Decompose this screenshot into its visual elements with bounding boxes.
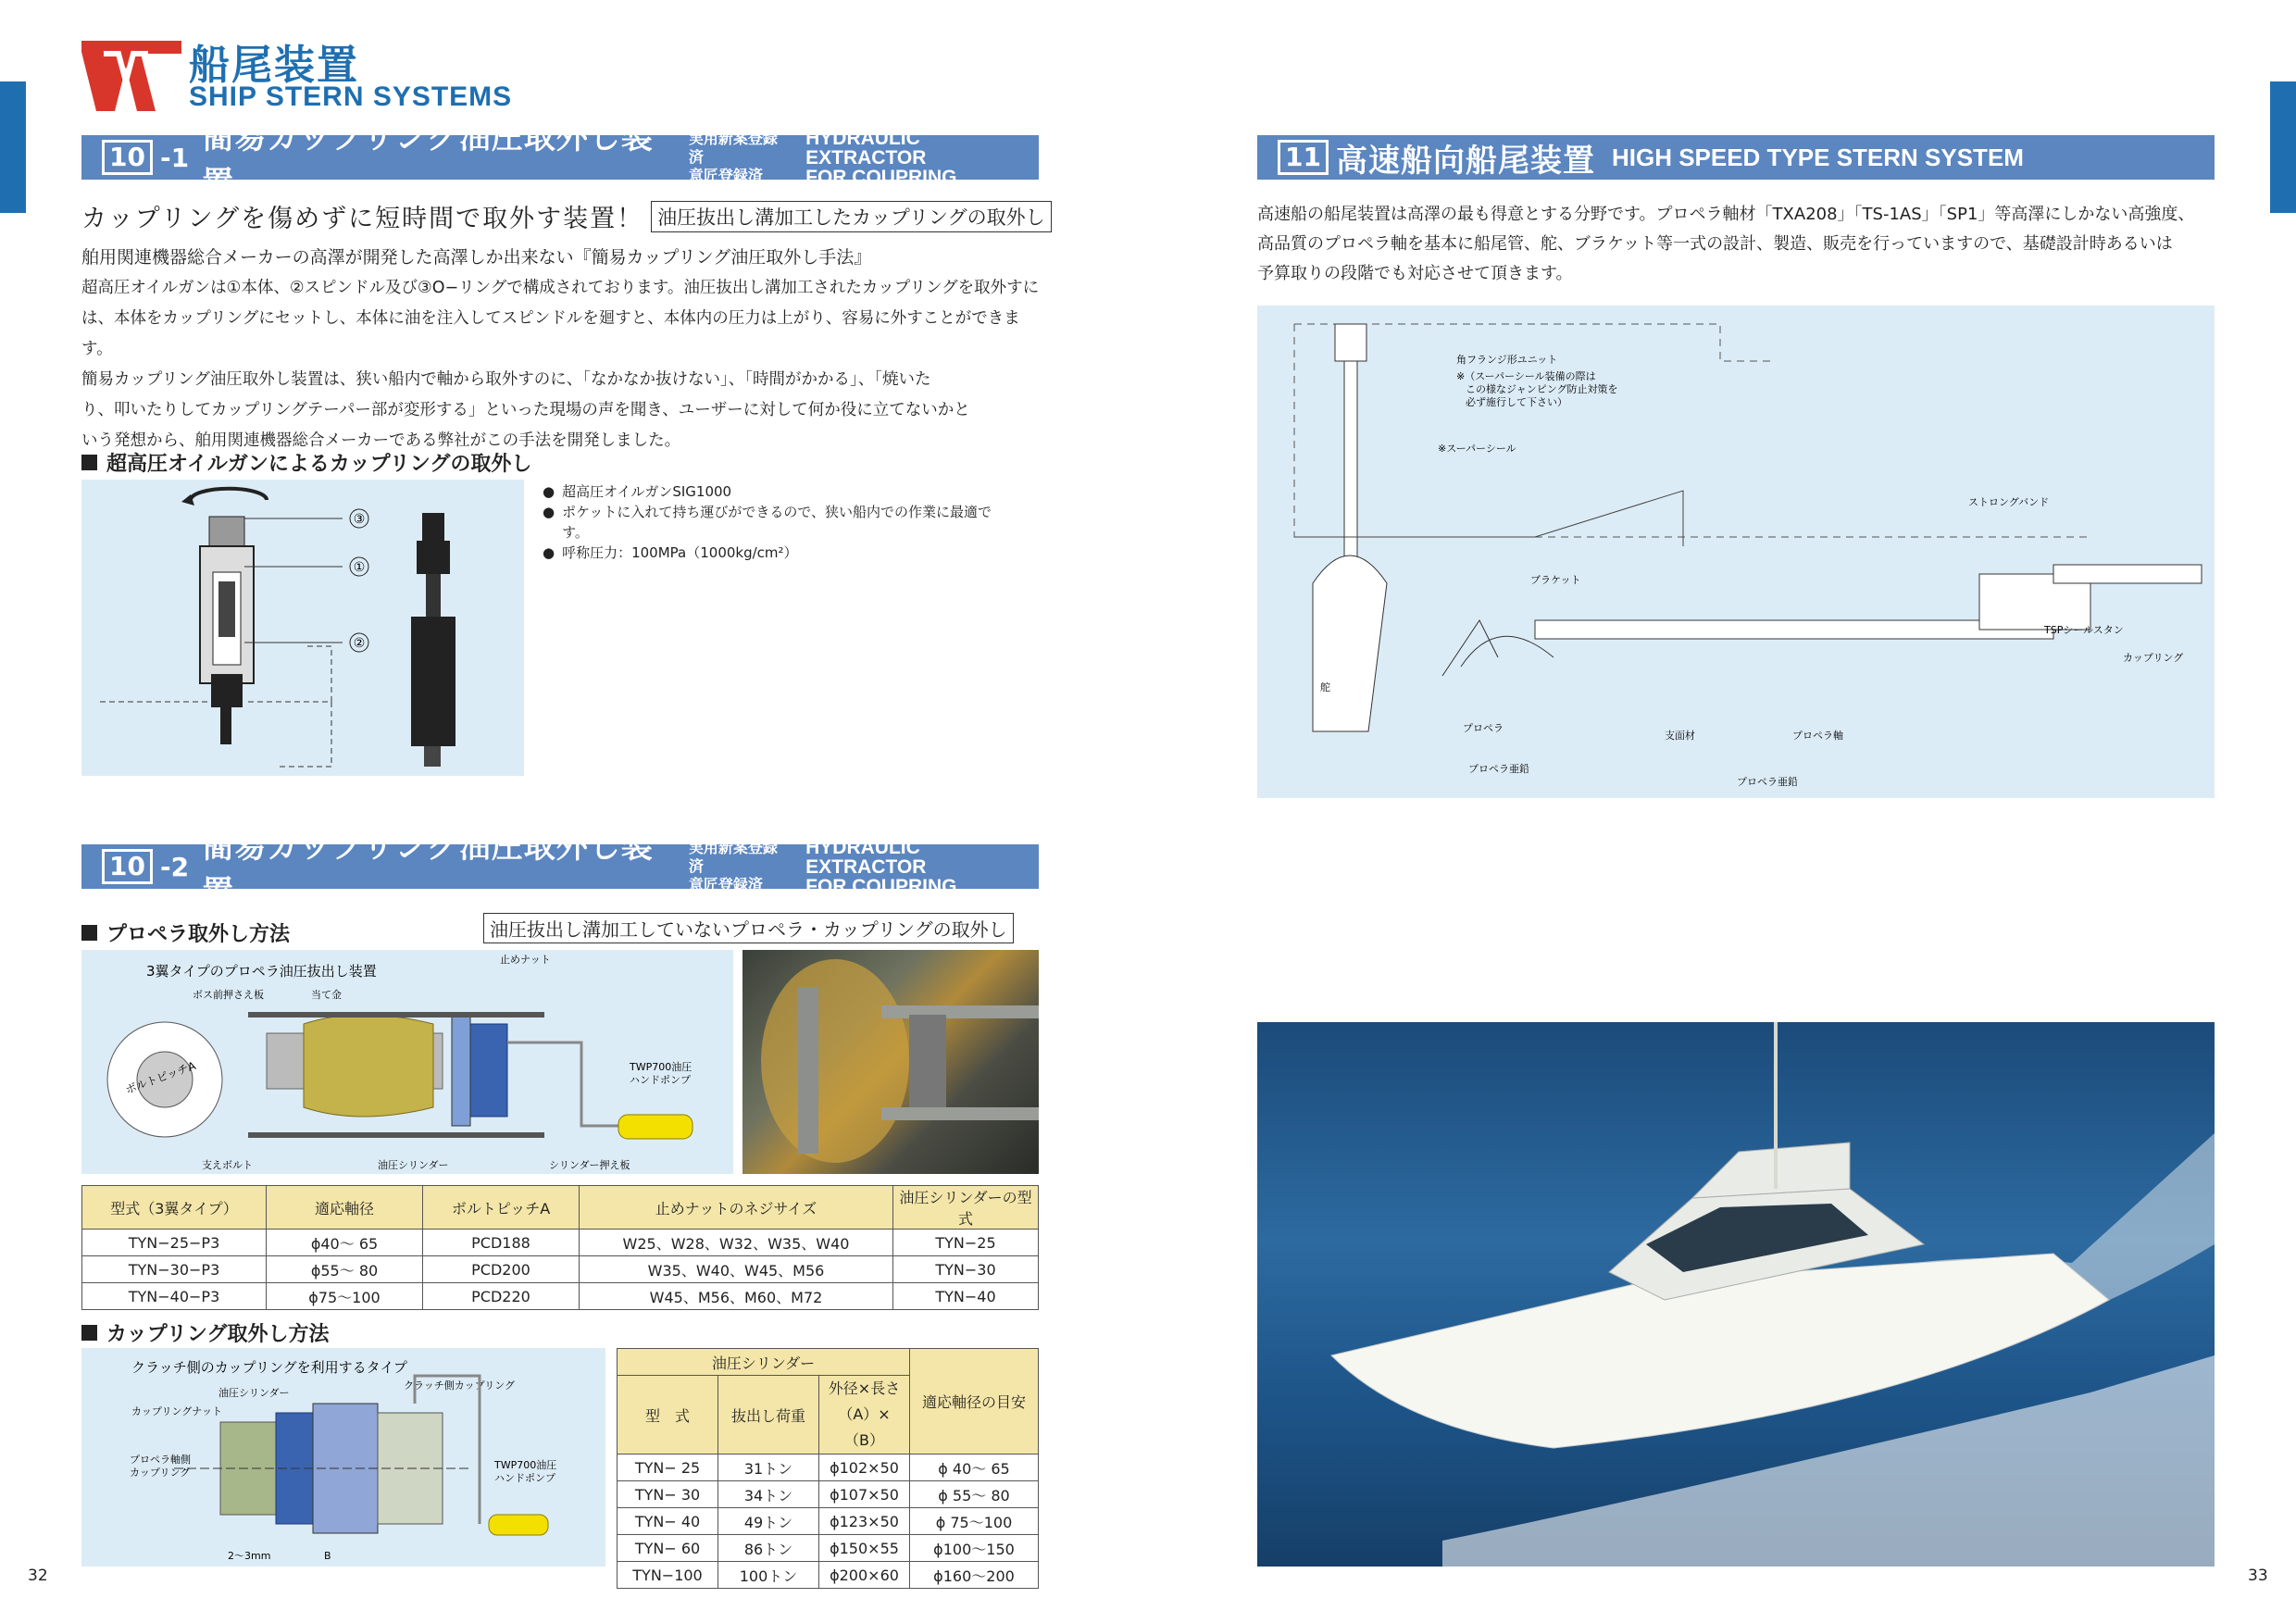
reg-label-1: 実用新案登録済 [688, 130, 778, 166]
section-title: 簡易カップリング油圧取外し装置 [202, 829, 654, 911]
table-header: 適応軸径 [267, 1186, 423, 1230]
table-row: TYN−40−P3 ϕ75〜100 PCD220 W45、M56、M60、M72 TYN−40 [82, 1283, 1039, 1310]
table-header: ボルトピッチA [423, 1186, 580, 1230]
headline-box: 油圧抜出し溝加工したカップリングの取外し [651, 201, 1052, 232]
propeller-spec-table [81, 1185, 1039, 1310]
label-cylinder-plate: シリンダー押え板 [549, 1159, 630, 1171]
company-logo [81, 39, 183, 113]
paragraph-line: いう発想から、舶用関連機器総合メーカーである弊社がこの手法を開発しました。 [81, 431, 681, 450]
label-tsp-seal: TSPシールスタン [2044, 624, 2124, 636]
label-note-1: ※（スーパーシール装備の際は [1456, 370, 1596, 382]
label-pump-1: TWP700油圧 [630, 1061, 693, 1073]
paragraph-line: 簡易カップリング油圧取外し装置は、狭い船内で軸から取外すのに、「なかなか抜けない」、「時間がかかる」、「焼いた [81, 370, 931, 389]
diagram-title: 3翼タイプのプロペラ油圧抜出し装置 [146, 963, 377, 980]
paragraph-line: 舶用関連機器総合メーカーの高澤が開発した高澤しか出来ない『簡易カップリング油圧取外し手法』 [81, 247, 872, 268]
label-bolt-pitch: ボルトピッチA [123, 1058, 198, 1097]
label-note-2: この様なジャンピング防止対策を [1466, 383, 1618, 395]
section-en-1: HYDRAULIC EXTRACTOR [805, 127, 927, 169]
diagram-title: クラッチ側のカップリングを利用するタイプ [131, 1359, 407, 1376]
section-title: 簡易カップリング油圧取外し装置 [202, 119, 654, 202]
propeller-photo [742, 950, 1039, 1174]
label-2: ③ [353, 512, 366, 527]
label-coupling-nut: カップリングナット [131, 1405, 223, 1417]
table-row: TYN−30−P3 ϕ55〜 80 PCD200 W35、W40、W45、M56 TYN−30 [82, 1256, 1039, 1283]
oilgun-diagram [81, 480, 524, 776]
label-pump-2: ハンドポンプ [630, 1074, 691, 1086]
paragraph-line: 高速船の船尾装置は高澤の最も得意とする分野です。プロペラ軸材「TXA208」「TS-1AS」「SP1」等高澤にしかない高強度、 [1257, 205, 2195, 224]
label-pump-1: TWP700油圧 [494, 1459, 557, 1471]
label-prop-shaft: プロペラ軸 [1792, 730, 1843, 742]
coupling-diagram-panel [81, 1348, 605, 1567]
section-suffix: -1 [159, 142, 190, 173]
boat-photo [1257, 1022, 2215, 1567]
table-header: 型式（3翼タイプ） [82, 1186, 267, 1230]
label-rudder: 舵 [1320, 681, 1330, 693]
bullet-item: ● 超高圧オイルガンSIG1000 [543, 483, 732, 500]
paragraph-line: り、叩いたりしてカップリングテーパー部が変形する」といった現場の声を聞き、ユーザーに対して何か役に立てないかと [81, 401, 970, 419]
table-row: TYN− 60 86トン ϕ150×55 ϕ100〜150 [618, 1535, 1039, 1562]
section-en: HIGH SPEED TYPE STERN SYSTEM [1611, 143, 2024, 171]
label-strut: 支面材 [1665, 730, 1695, 742]
left-edge-tab [0, 81, 26, 213]
table-header: 外径×長さ （A）×（B） [819, 1376, 910, 1454]
bullet-item: ● ポケットに入れて持ち運びができるので、狭い船内での作業に最適です。 [543, 504, 992, 541]
paragraph-line: 高品質のプロペラ軸を基本に船尾管、舵、ブラケット等一式の設計、製造、販売を行っていますので、基礎設計時あるいは [1257, 234, 2173, 254]
label-note-3: 必ず施行して下さい） [1466, 396, 1567, 408]
paragraph-line: は、本体をカップリングにセットし、本体に油を注入してスピンドルを廻すと、本体内の圧力は上がり、容易に外すことができます。 [81, 309, 1020, 358]
section-en-1: HYDRAULIC EXTRACTOR [805, 836, 927, 878]
label-super-seal: ※スーパーシール [1438, 443, 1516, 455]
oilgun-diagram-panel [81, 480, 524, 776]
label-b: B [324, 1550, 331, 1562]
table-row: TYN− 40 49トン ϕ123×50 ϕ 75〜100 [618, 1508, 1039, 1535]
table-header: 抜出し荷重 [718, 1376, 819, 1454]
section-title: 高速船向船尾装置 [1335, 142, 1595, 180]
section-10-1-bar [81, 119, 1039, 202]
section-suffix: -2 [159, 851, 190, 882]
header-title-jp: 船尾装置 [189, 42, 359, 89]
label-support-bolt: 支えボルト [202, 1159, 253, 1171]
label-cylinder: 油圧シリンダー [378, 1159, 449, 1171]
label-1: ② [353, 636, 366, 651]
label-pump-2: ハンドポンプ [494, 1472, 555, 1484]
label-coupling: カップリング [130, 1467, 191, 1479]
page-number-right: 33 [2248, 1567, 2268, 1585]
section-10-2-bar [81, 829, 1039, 911]
reg-label-2: 意匠登録済 [688, 876, 763, 893]
reg-label-1: 実用新案登録済 [688, 839, 778, 875]
propeller-box: 油圧抜出し溝加工していないプロペラ・カップリングの取外し [483, 913, 1014, 943]
label-boss-plate: ボス前押さえ板 [193, 989, 264, 1001]
paragraph-line: 超高圧オイルガンは①本体、②スピンドル及び③O−リングで構成されております。油圧抜出し溝加工されたカップリングを取外すに [81, 279, 1040, 297]
coupling-diagram [81, 1348, 605, 1567]
label-flange: 角フランジ形ユニット [1456, 354, 1558, 366]
oilgun-bullets [543, 481, 996, 563]
bullet-item: ● 呼称圧力：100MPa（1000kg/cm²） [543, 544, 798, 561]
label-cylinder: 油圧シリンダー [218, 1387, 290, 1399]
subheading-coupling: カップリング取外し方法 [81, 1318, 329, 1347]
label-3: ① [353, 560, 366, 575]
subheading-propeller: プロペラ取外し方法 [81, 918, 290, 947]
label-prop-side: プロペラ軸側 [130, 1454, 191, 1466]
table-row: TYN− 25 31トン ϕ102×50 ϕ 40〜 65 [618, 1454, 1039, 1481]
label-gap: 2〜3mm [228, 1550, 271, 1562]
subheading-oilgun: 超高圧オイルガンによるカップリングの取外し [81, 448, 531, 477]
headline: カップリングを傷めずに短時間で取外す装置！ [81, 205, 644, 233]
section-number: 11 [1278, 140, 1329, 175]
section-number: 10 [102, 140, 153, 175]
section-en-2: FOR COUPRING [805, 166, 957, 188]
header-title-en: SHIP STERN SYSTEMS [189, 81, 513, 112]
section-en-2: FOR COUPRING [805, 875, 957, 897]
label-bracket: ブラケット [1530, 574, 1581, 586]
section-11-bar [1257, 135, 2215, 180]
table-row: TYN− 30 34トン ϕ107×50 ϕ 55〜 80 [618, 1481, 1039, 1508]
page-number-left: 32 [28, 1567, 48, 1585]
paragraph-line: 予算取りの段階でも対応させて頂きます。 [1257, 264, 1573, 283]
section-number: 10 [102, 849, 153, 884]
table-header: 油圧シリンダーの型式 [893, 1186, 1039, 1230]
table-header: 止めナットのネジサイズ [580, 1186, 893, 1230]
label-coupling: カップリング [2123, 652, 2184, 664]
stern-diagram-panel [1257, 306, 2215, 798]
cylinder-spec-table [617, 1348, 1039, 1589]
label-stop-nut: 止めナット [500, 954, 551, 966]
table-row: TYN−25−P3 ϕ40〜 65 PCD188 W25、W28、W32、W35、W40 TYN−25 [82, 1230, 1039, 1256]
table-header: 型 式 [618, 1376, 718, 1454]
label-propeller: プロペラ [1463, 722, 1504, 734]
label-strong-band: ストロングバンド [1968, 496, 2050, 508]
propeller-diagram [81, 950, 733, 1174]
label-clutch-coupling: クラッチ側カップリング [404, 1380, 516, 1392]
right-edge-tab [2270, 81, 2296, 213]
propeller-diagram-panel [81, 950, 733, 1174]
reg-label-2: 意匠登録済 [688, 167, 763, 184]
stern-diagram [1257, 306, 2215, 798]
label-prop-zinc-1: プロペラ亜鉛 [1468, 763, 1529, 775]
label-contact: 当て金 [311, 989, 342, 1001]
table-header: 適応軸径の目安 [910, 1349, 1039, 1454]
table-group-header: 油圧シリンダー [618, 1349, 910, 1376]
table-row: TYN−100 100トン ϕ200×60 ϕ160〜200 [618, 1562, 1039, 1589]
label-prop-zinc-2: プロペラ亜鉛 [1737, 776, 1798, 788]
